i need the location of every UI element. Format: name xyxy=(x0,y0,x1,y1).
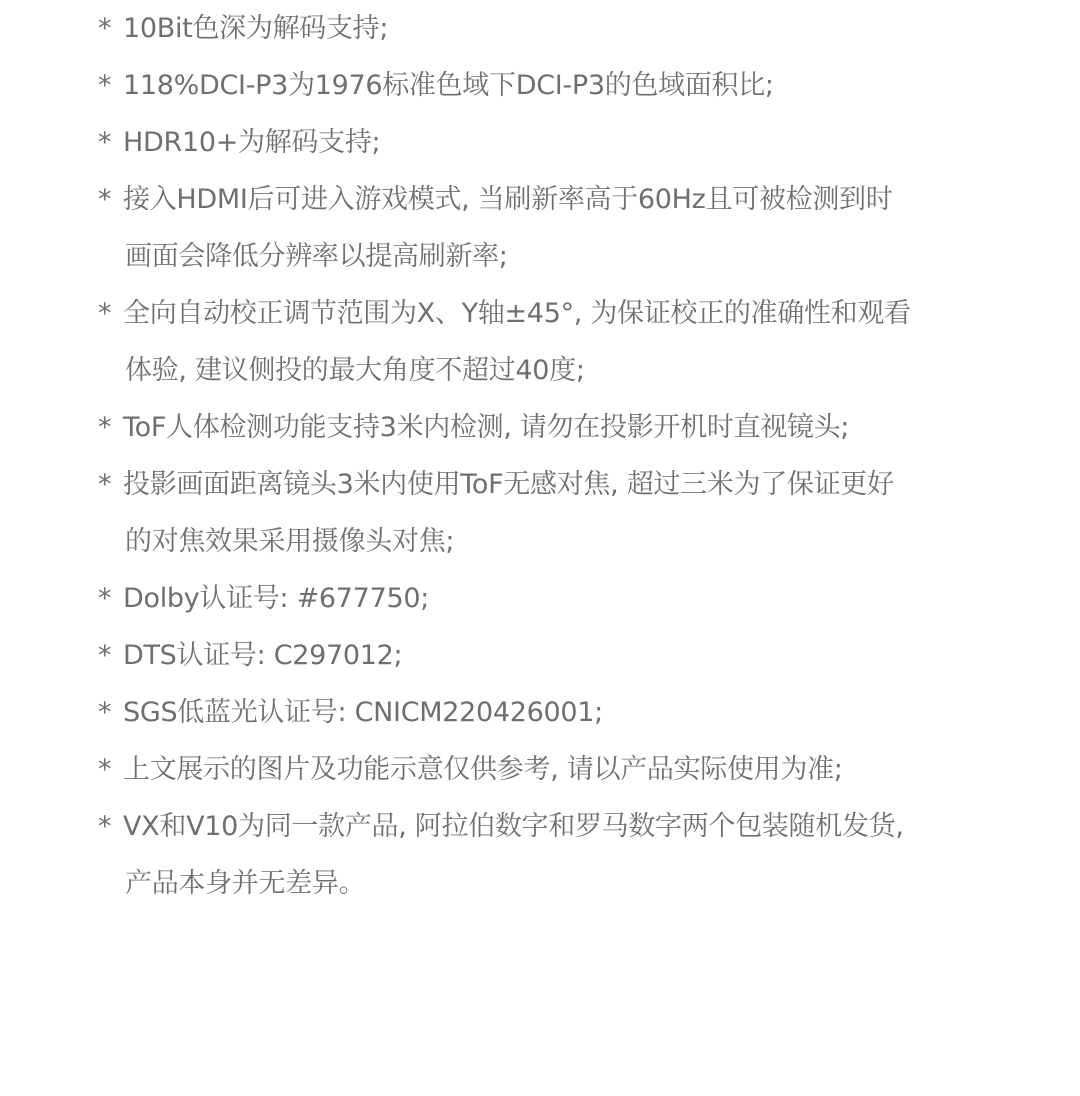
note-tof-detection xyxy=(98,399,978,456)
bullet-asterisk: * xyxy=(98,640,112,671)
note-line: 全向自动校正调节范围为X、Y轴±45°, 为保证校正的准确性和观看 xyxy=(123,298,911,329)
note-line: 10Bit色深为解码支持; xyxy=(123,13,389,44)
note-line: VX和V10为同一款产品, 阿拉伯数字和罗马数字两个包装随机发货, xyxy=(123,811,904,842)
note-line: Dolby认证号: #677750; xyxy=(123,583,429,614)
note-text xyxy=(123,456,894,570)
note-line: 投影画面距离镜头3米内使用ToF无感对焦, 超过三米为了保证更好 xyxy=(123,469,894,500)
note-line: 上文展示的图片及功能示意仅供参考, 请以产品实际使用为准; xyxy=(123,754,843,785)
note-text xyxy=(123,0,388,57)
note-text xyxy=(123,798,904,912)
bullet-asterisk: * xyxy=(98,412,112,443)
note-text xyxy=(123,627,402,684)
note-auto-correction xyxy=(98,285,978,399)
note-text xyxy=(123,399,849,456)
note-text xyxy=(123,684,603,741)
note-packaging xyxy=(98,798,978,912)
bullet-asterisk: * xyxy=(98,754,112,785)
bullet-asterisk: * xyxy=(98,298,112,329)
note-line: 的对焦效果采用摄像头对焦; xyxy=(125,526,455,557)
note-line: 画面会降低分辨率以提高刷新率; xyxy=(125,241,508,272)
note-text xyxy=(123,114,380,171)
bullet-asterisk: * xyxy=(98,811,112,842)
bullet-asterisk: * xyxy=(98,13,112,44)
bullet-asterisk: * xyxy=(98,70,112,101)
note-tof-focus xyxy=(98,456,978,570)
note-line: DTS认证号: C297012; xyxy=(123,640,403,671)
note-dci-p3 xyxy=(98,57,978,114)
note-text xyxy=(123,285,911,399)
bullet-asterisk: * xyxy=(98,469,112,500)
footnote-list xyxy=(98,0,978,912)
note-text xyxy=(123,741,843,798)
note-line: HDR10+为解码支持; xyxy=(123,127,381,158)
note-line: ToF人体检测功能支持3米内检测, 请勿在投影开机时直视镜头; xyxy=(123,412,850,443)
note-line: SGS低蓝光认证号: CNICM220426001; xyxy=(123,697,603,728)
note-line: 产品本身并无差异。 xyxy=(125,868,366,899)
note-line: 体验, 建议侧投的最大角度不超过40度; xyxy=(125,355,585,386)
bullet-asterisk: * xyxy=(98,583,112,614)
note-line: 118%DCI-P3为1976标准色域下DCI-P3的色域面积比; xyxy=(123,70,774,101)
note-dolby-cert xyxy=(98,570,978,627)
note-10bit xyxy=(98,0,978,57)
bullet-asterisk: * xyxy=(98,697,112,728)
note-sgs-cert xyxy=(98,684,978,741)
note-disclaimer xyxy=(98,741,978,798)
note-line: 接入HDMI后可进入游戏模式, 当刷新率高于60Hz且可被检测到时 xyxy=(123,184,893,215)
bullet-asterisk: * xyxy=(98,127,112,158)
note-text xyxy=(123,171,892,285)
note-hdmi-game-mode xyxy=(98,171,978,285)
note-hdr10plus xyxy=(98,114,978,171)
note-dts-cert xyxy=(98,627,978,684)
bullet-asterisk: * xyxy=(98,184,112,215)
note-text xyxy=(123,570,429,627)
note-text xyxy=(123,57,774,114)
